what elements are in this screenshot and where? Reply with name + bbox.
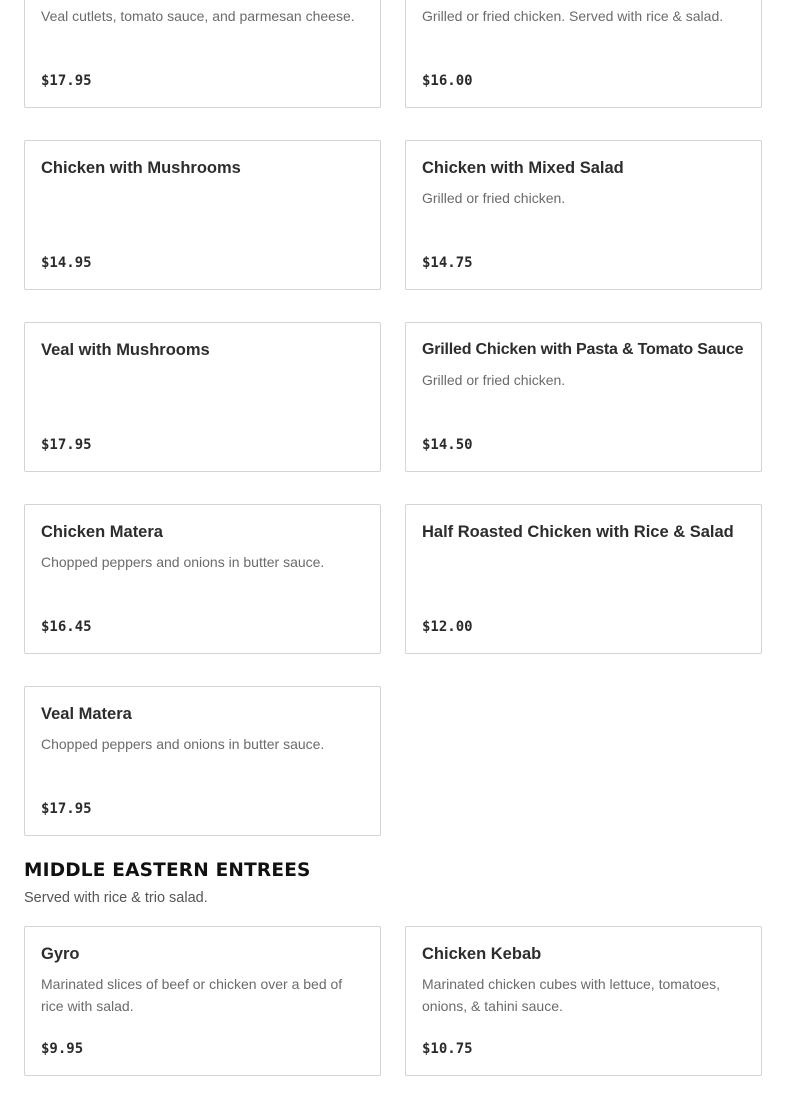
menu-item-description: Marinated slices of beef or chicken over a bed of rice with salad. <box>41 976 343 1014</box>
menu-item-name: Veal Matera <box>41 705 132 723</box>
menu-item-description: Chopped peppers and onions in butter sauce. <box>41 736 325 752</box>
menu-item-card[interactable] <box>24 140 381 290</box>
menu-item-price: $10.75 <box>422 1041 473 1057</box>
menu-item-price: $14.75 <box>422 255 473 271</box>
section-subtitle: Served with rice & trio salad. <box>24 890 208 906</box>
menu-item-name: Chicken Kebab <box>422 945 542 963</box>
menu-item-card[interactable] <box>405 0 762 108</box>
menu-item-name: Veal with Mushrooms <box>41 341 210 359</box>
menu-item-name: Chicken with Mushrooms <box>41 159 241 177</box>
menu-item-price: $16.45 <box>41 619 92 635</box>
menu-item-description: Marinated chicken cubes with lettuce, tomatoes, onions, & tahini sauce. <box>422 976 721 1014</box>
menu-item-description: Veal cutlets, tomato sauce, and parmesan cheese. <box>41 8 355 24</box>
menu-item-price: $14.50 <box>422 437 473 453</box>
menu-item-card[interactable] <box>405 926 762 1076</box>
menu-item-price: $17.95 <box>41 801 92 817</box>
menu-item-price: $17.95 <box>41 73 92 89</box>
menu-item-price: $17.95 <box>41 437 92 453</box>
menu-item-name: Grilled Chicken with Pasta & Tomato Sauce <box>422 341 744 358</box>
menu-item-description: Grilled or fried chicken. <box>422 190 566 206</box>
menu-item-description: Grilled or fried chicken. Served with rice & salad. <box>422 8 724 24</box>
menu-item-card[interactable] <box>24 926 381 1076</box>
menu-item-description: Chopped peppers and onions in butter sauce. <box>41 554 325 570</box>
menu-item-card[interactable] <box>405 140 762 290</box>
menu-item-name: Chicken Matera <box>41 523 163 541</box>
menu-item-name: Half Roasted Chicken with Rice & Salad <box>422 523 734 541</box>
menu-item-description: Grilled or fried chicken. <box>422 372 566 388</box>
menu-item-card[interactable] <box>405 322 762 472</box>
menu-item-name: Chicken with Mixed Salad <box>422 159 624 177</box>
menu-item-price: $14.95 <box>41 255 92 271</box>
menu-item-card[interactable] <box>24 0 381 108</box>
menu-item-name: Gyro <box>41 945 80 963</box>
menu-item-card[interactable] <box>24 504 381 654</box>
menu-item-price: $9.95 <box>41 1041 84 1057</box>
menu-item-price: $12.00 <box>422 619 473 635</box>
section-title: MIDDLE EASTERN ENTREES <box>24 860 311 881</box>
menu-item-card[interactable] <box>24 686 381 836</box>
menu-item-price: $16.00 <box>422 73 473 89</box>
menu-item-card[interactable] <box>24 322 381 472</box>
menu-item-card[interactable] <box>405 504 762 654</box>
